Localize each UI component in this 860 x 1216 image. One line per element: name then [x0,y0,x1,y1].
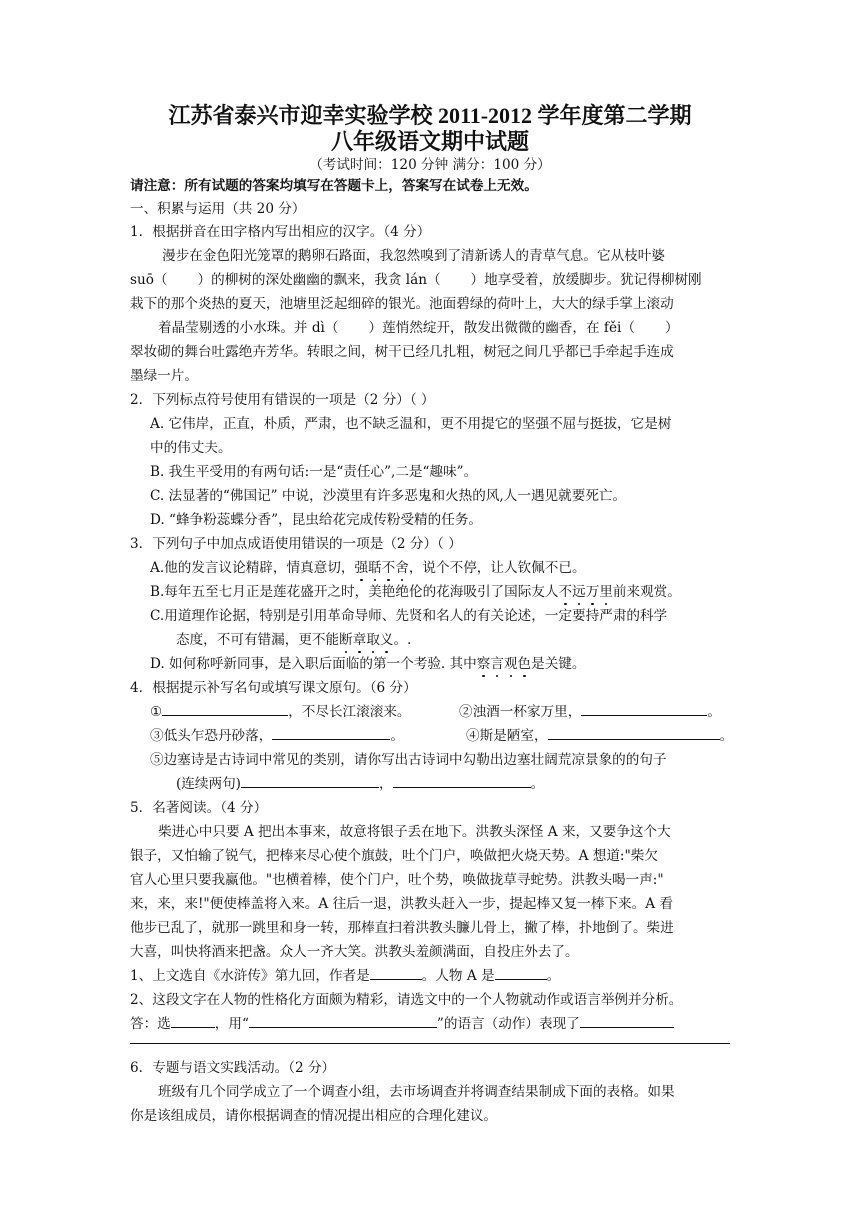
q5-text: ”的语言（动作）表现了 [436,1016,580,1032]
q1-text: ）的柳树的深处幽幽的飘来，我贪 lán（ [197,272,441,288]
answer-blank[interactable] [370,967,422,980]
q5-passage-line: 来，来，来!"便使棒盖将入来。A 往后一退，洪教头赶入一步，提起棒又复一棒下来。A 看 [130,896,673,912]
q4-text: ③低头乍恐丹砂落， [150,728,273,744]
q1-line: 墨绿一片。 [130,368,198,384]
q3-text: 是关键。 [531,656,586,672]
answer-blank[interactable] [580,1015,674,1028]
q1-text: ） [664,320,679,336]
answer-blank[interactable] [272,727,390,740]
q2-option-a-cont: 中的伟丈夫。 [150,440,232,456]
q5-passage-line: 他步已乱了，就那一跳里和身一转，那棒直扫着洪教头臁儿骨上，撇了棒，扑地倒了。柴进 [130,920,674,936]
dotted-idiom: 察言观色 [476,656,532,672]
q1-text: suō（ [130,272,168,288]
q5-sub-2-answer [130,1015,674,1033]
q5-passage-line: 银子，又怕输了锐气，把棒来尽心使个旗鼓，吐个门户，唤做把火烧天势。A 想道:"柴欠 [130,848,658,864]
q3-text: A.他的发言议论精辟，情真意切， [150,560,355,576]
answer-blank[interactable] [495,967,547,980]
q5-text: 答：选 [130,1016,171,1032]
q5-text: 1、上文选自《水浒传》第九回，作者是 [130,968,370,984]
q2-option-d: D. “蜂争粉蕊蝶分香”，昆虫给花完成传粉受精的任务。 [150,512,483,528]
q3-text: 态度，不可有错漏，更不能 [176,632,340,648]
q3-option-b [150,583,681,601]
q6-line: 你是该组成员，请你根据调查的情况提出相应的合理化建议。 [130,1108,498,1124]
answer-line[interactable] [130,1043,730,1044]
q1-line: 栽下的那个炎热的夏天，池塘里泛起细碎的银光。池面碧绿的荷叶上，大大的绿手掌上滚动 [130,296,674,312]
answer-blank[interactable] [162,703,288,716]
q4-item-1 [150,703,411,721]
q1-line: 漫步在金色阳光笼罩的鹅卵石路面，我忽然嗅到了清新诱人的青草气息。它从枝叶婆 [162,248,665,264]
notice: 请注意：所有试题的答案均填写在答题卡上，答案写在试卷上无效。 [130,178,538,194]
answer-blank[interactable] [548,727,720,740]
answer-blank[interactable] [393,775,531,788]
q5-passage-line: 官人心里只要我赢他。"也横着棒，使个门户，吐个势，唤做拢草寻蛇势。洪教头喝一声:" [130,872,664,888]
q4-text: ， [378,776,393,792]
q4-text: ，不尽长江滚滚来。 [288,704,411,720]
exam-info: （考试时间：120 分钟 满分：100 分） [309,157,551,173]
q2-option-b: B. 我生平受用的有两句话:一是“责任心”,二是“趣味”。 [150,464,478,480]
q4-item-3 [150,727,404,745]
q1-line [158,319,679,337]
title-line-1: 江苏省泰兴市迎幸实验学校 2011-2012 学年度第二学期 [168,103,692,128]
q4-item-5: ⑤边塞诗是古诗词中常见的类别，请你写出古诗词中勾勒出边塞壮阔荒凉景象的的句子 [150,752,667,768]
q1-line [130,271,702,289]
q4-stem: 4．根据提示补写名句或填写课文原句。（6 分） [130,680,417,696]
q3-option-c: C.用道理作论据，特别是引用革命导师、先贤和名人的有关论述，一定要持严肃的科学 [150,608,668,624]
q3-option-c-cont [176,631,411,649]
answer-blank[interactable] [241,775,379,788]
q4-text: 。 [390,728,404,744]
q5-text: ，用“ [214,1016,249,1032]
q4-text: ④斯是陋室， [466,728,548,744]
q4-text: ②浊酒一杯家万里， [459,704,582,720]
q4-text: ① [150,704,163,720]
q5-passage-line: 大喜，叫快将酒来把盏。众人一齐大笑。洪教头羞颜满面，自投庄外去了。 [130,944,579,960]
q4-text: 。 [707,704,721,720]
q3-text: 前来观赏。 [612,584,681,600]
answer-blank[interactable] [581,703,707,716]
q4-item-5-cont [176,775,544,793]
q4-text: 。 [530,776,545,792]
q3-text: ，说个不停，让人钦佩不已。 [408,560,586,576]
q5-text: 。 [546,968,561,984]
answer-blank[interactable] [249,1015,437,1028]
answer-blank[interactable] [171,1015,215,1028]
q3-text: 。. [393,632,412,648]
dotted-idiom: 强聒不舍 [354,560,409,576]
q4-item-4 [466,727,733,745]
dotted-idiom: 不远万里 [558,584,613,600]
q1-text: ）地享受着，放缓脚步。犹记得柳树刚 [470,272,702,288]
q5-passage-line: 柴进心中只要 A 把出本事来，故意将银子丢在地下。洪教头深怪 A 来，又要争这个大 [158,824,671,840]
q4-text: 。 [719,728,734,744]
q5-sub-2: 2、这段文字在人物的性格化方面颇为精彩，请选文中的一个人物就动作或语言举例并分析。 [130,992,683,1008]
q3-text: B.每年五至七月正是莲花盛开之时，美艳绝伦的花海吸引了国际友人 [150,584,559,600]
q3-option-a [150,559,586,577]
q1-text: 着晶莹剔透的小水珠。并 dì（ [158,320,339,336]
q5-stem: 5．名著阅读。（4 分） [130,800,268,816]
q2-stem: 2．下列标点符号使用有错误的一项是（2 分）（ ） [130,392,435,408]
q2-option-c: C. 法显著的“佛国记” 中说，沙漠里有许多恶鬼和火热的风,人一遇见就要死亡。 [150,488,627,504]
q6-stem: 6．专题与语文实践活动。（2 分） [130,1060,336,1076]
q1-line: 翠妆砌的舞台吐露绝卉芳华。转眼之间，树干已经几扎粗，树冠之间几乎都已手牵起手连成 [130,344,674,360]
q2-option-a: A. 它伟岸，正直，朴质，严肃，也不缺乏温和，更不用提它的坚强不屈与挺拔，它是树 [150,416,672,432]
dotted-idiom: 断章取义 [339,632,394,648]
q6-line: 班级有几个同学成立了一个调查小组，去市场调查并将调查结果制成下面的表格。如果 [158,1084,675,1100]
q1-text: ）莲悄然绽开，散发出微微的幽香，在 fěi（ [368,320,635,336]
q4-text: (连续两句) [176,776,241,792]
q3-stem: 3．下列句子中加点成语使用错误的一项是（2 分）（ ） [130,536,462,552]
q4-item-2 [459,703,721,721]
q3-text: D. 如何称呼新同事，是入职后面临的第一个考验. 其中 [150,656,477,672]
q1-stem: 1．根据拼音在田字格内写出相应的汉字。（4 分） [130,224,431,240]
q5-text: 。人物 A 是 [421,968,495,984]
title-line-2: 八年级语文期中试题 [330,129,529,154]
q5-sub-1 [130,967,560,985]
section-heading: 一、积累与运用（共 20 分） [130,201,306,217]
q3-option-d [150,655,586,673]
